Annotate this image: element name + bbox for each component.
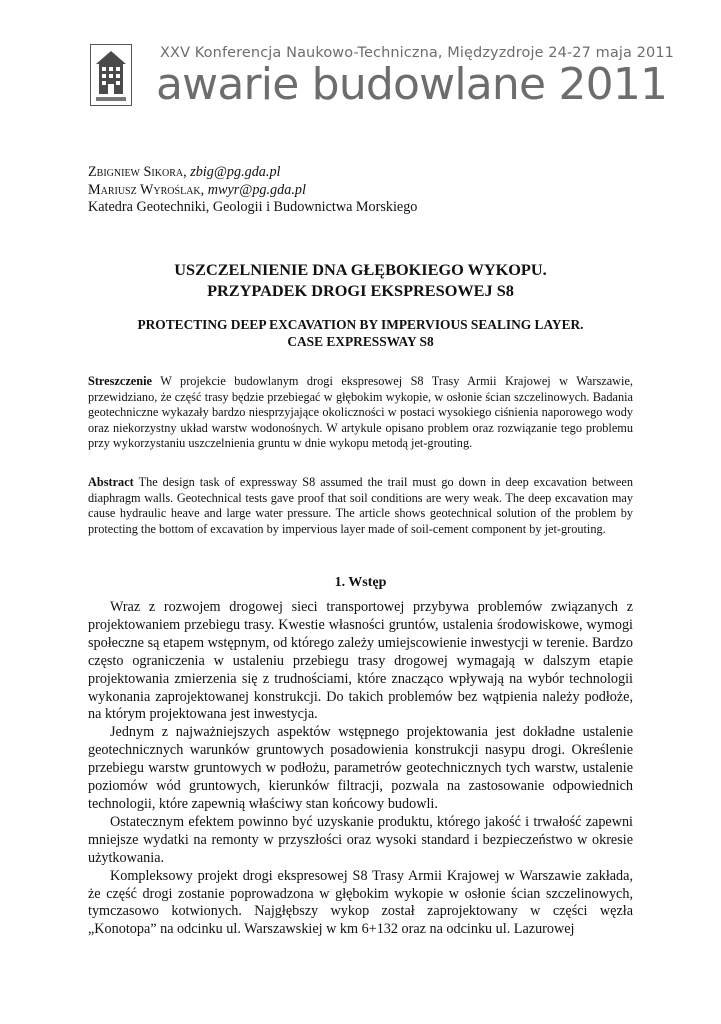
paragraph: Wraz z rozwojem drogowej sieci transportowej przybywa problemów związanych z projektowaniem przebiegu trasy. Kwestie własności gruntów, ustalenia środowiskowe, wymogi społeczne są etapem wstępnym, od którego zależy umiejscowienie inwestycji w terenie. Bardzo często ograniczenia w ustaleniu przebiegu trasy drogowej wymagają w dalszym etapie projektowania zmierzenia się z trudnościami, które znacząco wpływają na wybór technologii wykonania zaprojektowanej konstrukcji. Do takich problemów bez wątpienia należy podłoże, na którym projektowana jest inwestycja. — [88, 599, 633, 723]
abstract-text: The design task of expressway S8 assumed the trail must go down in deep excavation between diaphragm walls. Geotechnical tests gave proof that soil conditions are wery weak. The deep excavation may cause hydraulic heave and large water pressure. The article shows geotechnical solution of the problem by protecting the bottom of excavation by impervious layer made of soil-cement component by jet-grouting. — [88, 475, 633, 536]
conference-title: awarie budowlane 2011 — [156, 59, 668, 110]
title-line: PROTECTING DEEP EXCAVATION BY IMPERVIOUS SEALING LAYER. — [137, 317, 584, 332]
author-email: mwyr@pg.gda.pl — [207, 181, 306, 198]
paragraph: Jednym z najważniejszych aspektów wstępnego projektowania jest dokładne ustalenie geotechnicznych warunków gruntowych posadowienia konstrukcji nasypu drogi. Określenie przebiegu warstw gruntowych w podłożu, parametrów geotechnicznych tych warstw, ustalenie poziomów wód gruntowych, kierunków filtracji, pozwala na zastosowanie odpowiednich technologii, które zapewnią właściwy stan końcowy budowli. — [88, 724, 633, 812]
conference-logo — [90, 44, 132, 106]
abstract-en — [88, 475, 633, 537]
author-line: Mariusz Wyroślak, mwyr@pg.gda.pl — [88, 181, 306, 198]
paragraph: Ostatecznym efektem powinno być uzyskanie produktu, którego jakość i trwałość zapewni mniejsze wydatki na remonty w przyszłości oraz wysoki standard i bezpieczeństwo w okresie użytkowania. — [88, 813, 633, 866]
abstract-label: Streszczenie — [88, 374, 152, 388]
affiliation: Katedra Geotechniki, Geologii i Budownictwa Morskiego — [88, 199, 418, 215]
section-heading: 1. Wstęp — [334, 575, 387, 590]
section-body — [88, 599, 633, 939]
title-line: CASE EXPRESSWAY S8 — [287, 334, 434, 349]
author-email: zbig@pg.gda.pl — [190, 164, 281, 180]
conference-line: XXV Konferencja Naukowo-Techniczna, Międzyzdroje 24-27 maja 2011 — [160, 45, 674, 61]
paper-title-en — [60, 316, 661, 350]
title-line: PRZYPADEK DROGI EKSPRESOWEJ S8 — [207, 281, 514, 300]
author-line: Zbigniew Sikora, zbig@pg.gda.pl — [88, 164, 281, 180]
paper-title-pl — [60, 259, 661, 301]
abstract-pl — [88, 374, 633, 452]
abstract-label: Abstract — [88, 475, 134, 489]
title-line: USZCZELNIENIE DNA GŁĘBOKIEGO WYKOPU. — [174, 260, 547, 279]
paragraph: Kompleksowy projekt drogi ekspresowej S8 Trasy Armii Krajowej w Warszawie zakłada, że część drogi zostanie poprowadzona w głębokim wykopie w osłonie ścian szczelinowych, tymczasowo kotwionych. Najgłębszy wykop został zaprojektowany w części węzła „Konotopa” na odcinku ul. Warszawskiej w km 6+132 oraz na odcinku ul. Lazurowej — [88, 867, 633, 938]
author-block — [88, 164, 417, 217]
author-name: Zbigniew Sikora — [88, 164, 184, 180]
abstract-text: W projekcie budowlanym drogi ekspresowej S8 Trasy Armii Krajowej w Warszawie, przewidziano, że część trasy będzie przebiegać w głębokim wykopie, w osłonie ścian szczelinowych. Badania geotechniczne wykazały bardzo niesprzyjające okoliczności w postaci wysokiego ciśnienia naporowego wody oraz niekorzystny układ warstw wodonośnych. W artykule opisano problem oraz rozwiązanie tego problemu przy wykorzystaniu uszczelnienia gruntu w dnie wykopu metodą jet-grouting. — [88, 374, 633, 451]
author-name: Mariusz Wyroślak — [88, 181, 201, 198]
